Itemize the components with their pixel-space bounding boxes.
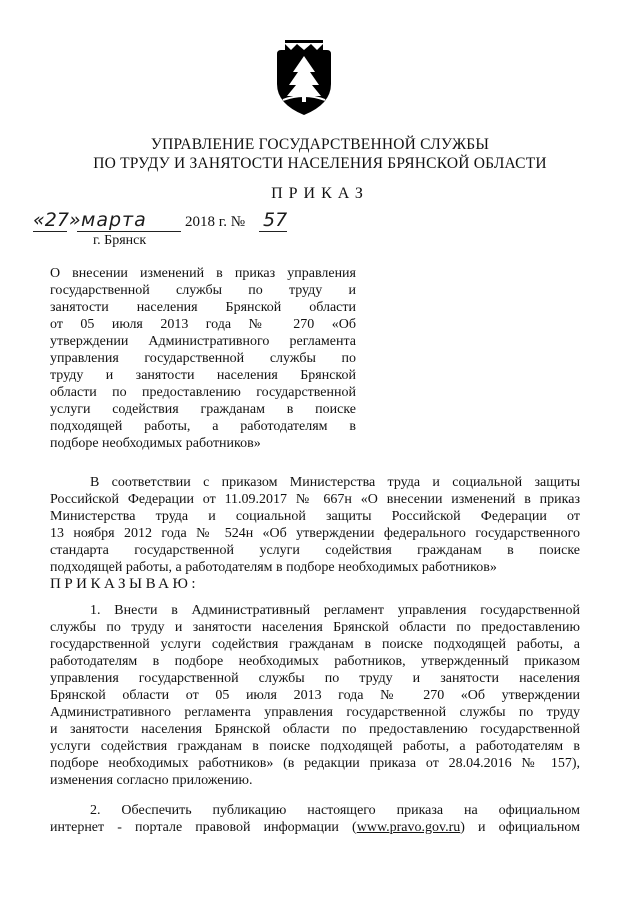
document-type-title: ПРИКАЗ <box>271 185 369 202</box>
city-label: г. Брянск <box>93 233 147 248</box>
item-line: изменения согласно приложению. <box>50 773 253 788</box>
order-directive-heading: ПРИКАЗЫВАЮ: <box>50 576 200 592</box>
subject-line: государственной службы по труду и <box>50 283 356 298</box>
item-line: и занятости населения Брянской области по предоставлению государственной <box>50 722 580 737</box>
subject-line: подходящей работы, а работодателям в <box>50 419 356 434</box>
order-subject <box>50 265 356 452</box>
order-item-1 <box>50 602 580 789</box>
subject-line: области по предоставлению государственной <box>50 385 356 400</box>
item-line: 2. Обеспечить публикацию настоящего приказа на официальном <box>90 803 580 818</box>
date-day-underline <box>33 231 67 232</box>
preamble-line: Министерства труда и социальной защиты Российской Федерации от <box>50 509 580 524</box>
preamble-line: стандарта государственной услуги содействия гражданам в поиске <box>50 543 580 558</box>
item-line: услуги содействия гражданам в поиске подходящей работы, а работодателям в <box>50 739 580 754</box>
item-text-after-link: ) и официальном <box>460 820 581 835</box>
order-number-handwritten: 57 <box>263 209 288 231</box>
subject-line: утверждении Административного регламента <box>50 334 356 349</box>
order-number-underline <box>259 231 287 232</box>
organization-line-1: УПРАВЛЕНИЕ ГОСУДАРСТВЕННОЙ СЛУЖБЫ <box>150 136 490 153</box>
item-line: государственной услуги содействия гражданам в поиске подходящей работы, а <box>50 637 580 652</box>
subject-line: занятости населения Брянской области <box>50 300 356 315</box>
subject-line: от 05 июля 2013 года № 270 «Об <box>50 317 356 332</box>
order-item-2 <box>50 802 580 836</box>
date-month-underline <box>77 231 181 232</box>
subject-line: управления государственной службы по <box>50 351 356 366</box>
preamble-line: подходящей работы, а работодателям в подборе необходимых работников» <box>50 560 497 575</box>
preamble-paragraph <box>50 474 580 576</box>
subject-line: подборе необходимых работников» <box>50 436 261 451</box>
subject-line: труду и занятости населения Брянской <box>50 368 356 383</box>
organization-name <box>60 135 580 173</box>
date-year-text: 2018 г. № <box>185 214 246 230</box>
subject-line: услуги содействия гражданам в поиске <box>50 402 356 417</box>
item-line: Брянской области от 05 июля 2013 года № 270 «Об утверждении <box>50 688 580 703</box>
preamble-line: 13 ноября 2012 года № 524н «Об утверждении федерального государственного <box>50 526 580 541</box>
item-line: подборе необходимых работников» (в редакции приказа от 28.04.2016 № 157), <box>50 756 580 771</box>
coat-of-arms-emblem <box>273 40 335 118</box>
item-line: 1. Внести в Административный регламент управления государственной <box>90 603 580 618</box>
item-line: службы по труду и занятости населения Брянской области по предоставлению <box>50 620 580 635</box>
date-month-handwritten: марта <box>81 209 147 231</box>
preamble-line: В соответствии с приказом Министерства труда и социальной защиты <box>90 475 580 490</box>
item-line: управления государственной службы по труду и занятости населения <box>50 671 580 686</box>
date-number-line <box>33 209 293 235</box>
item-line: Административного регламента управления государственной службы по труду <box>50 705 580 720</box>
item-text-before-link: интернет - портале правовой информации ( <box>50 820 357 835</box>
organization-line-2: ПО ТРУДУ И ЗАНЯТОСТИ НАСЕЛЕНИЯ БРЯНСКОЙ ОБЛАСТИ <box>93 155 547 172</box>
subject-line: О внесении изменений в приказ управления <box>50 266 356 281</box>
date-day-handwritten: «27» <box>33 209 81 231</box>
pravo-gov-link[interactable]: www.pravo.gov.ru <box>356 820 461 835</box>
item-line-with-link <box>50 819 580 836</box>
item-line: работодателям в подборе необходимых работников, утвержденный приказом <box>50 654 580 669</box>
preamble-line: Российской Федерации от 11.09.2017 № 667н «О внесении изменений в приказ <box>50 492 580 507</box>
